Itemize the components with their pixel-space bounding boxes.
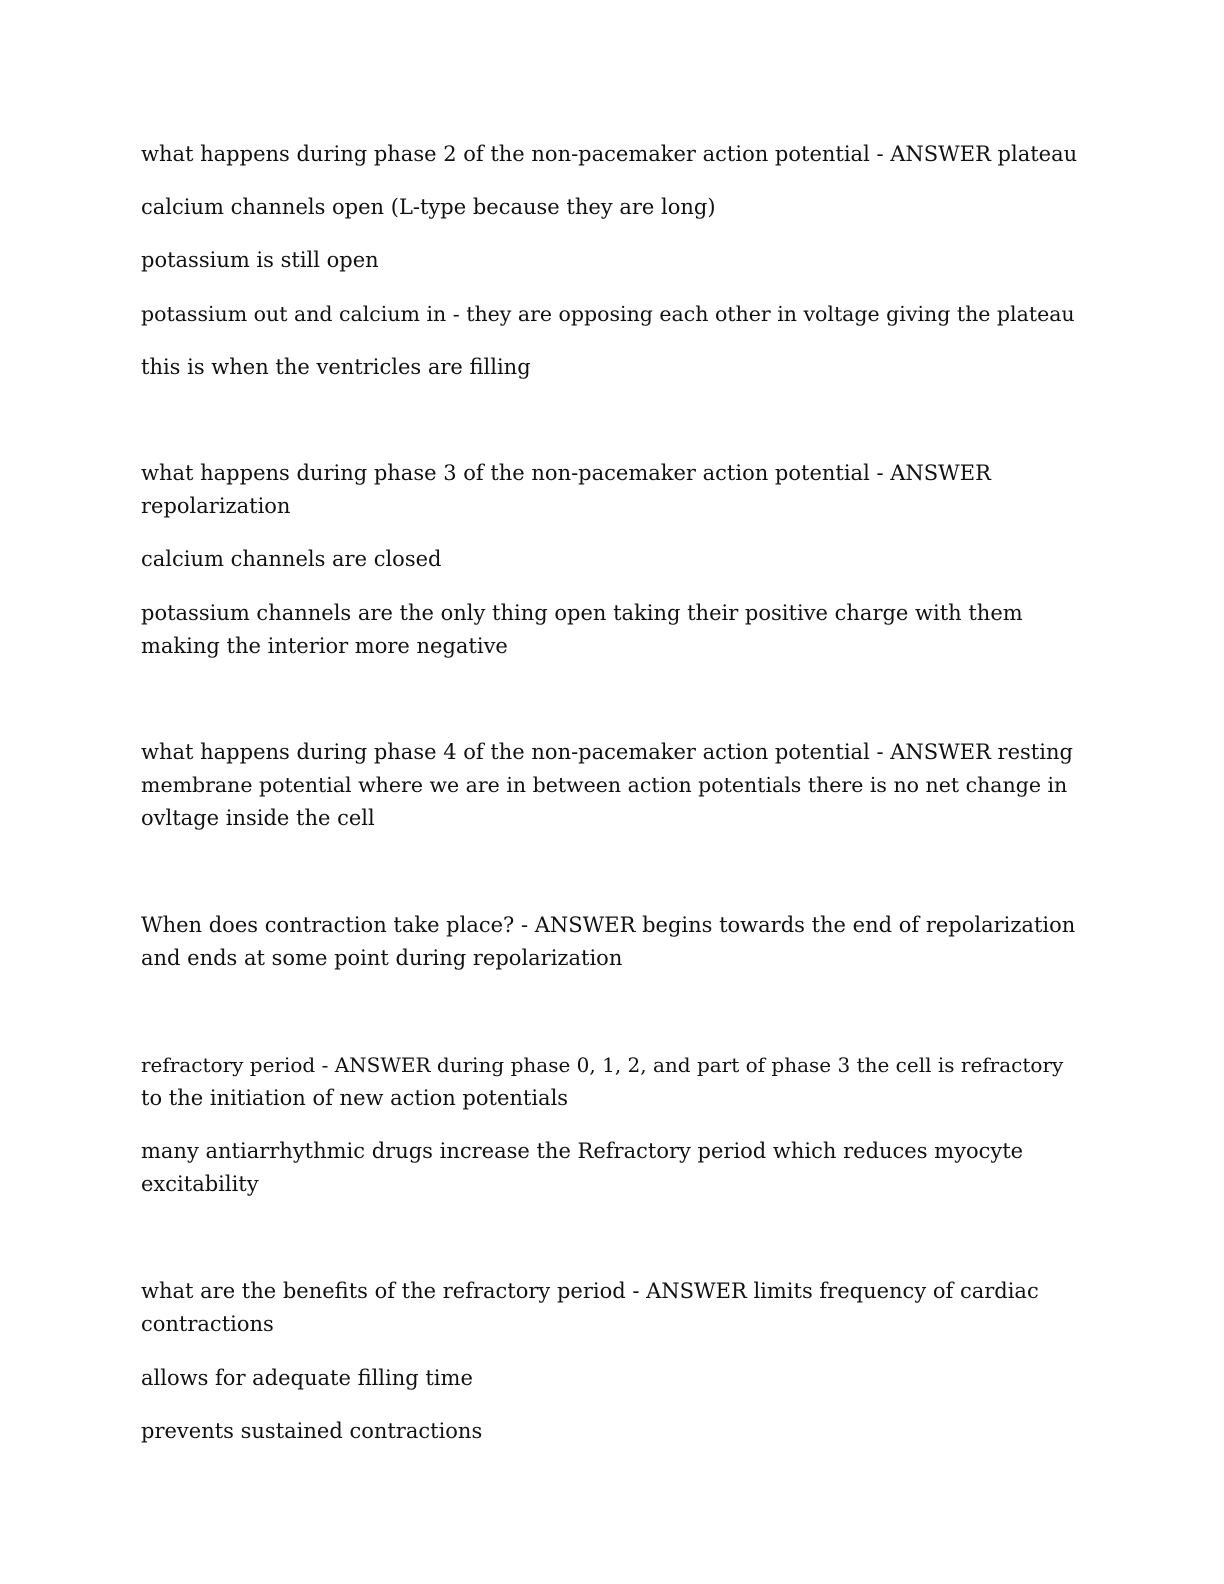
excitability-line: excitability [141,1172,259,1196]
phase2-question-line: what happens during phase 2 of the non-pacemaker action potential - ANSWER plateau [141,142,1078,166]
contraction-question-line: When does contraction take place? - ANSWER begins towards the end of repolarization [141,913,1076,937]
benefits-question-line: what are the benefits of the refractory period - ANSWER limits frequency of cardiac [141,1279,1039,1303]
phase3-calcium-line: calcium channels are closed [141,547,442,571]
phase3-negative-line: making the interior more negative [141,634,508,658]
phase4-question-line: what happens during phase 4 of the non-pacemaker action potential - ANSWER resting [141,740,1073,764]
phase2-plateau-line: potassium out and calcium in - they are opposing each other in voltage giving the plateau [141,302,1075,326]
phase2-calcium-line: calcium channels open (L-type because they are long) [141,195,716,219]
antiarrhythmic-line: many antiarrhythmic drugs increase the Refractory period which reduces myocyte [141,1139,1024,1163]
benefits-filling-line: allows for adequate filling time [141,1366,473,1390]
phase4-voltage-line: ovltage inside the cell [141,806,375,830]
contraction-answer-line: and ends at some point during repolarization [141,946,623,970]
benefits-sustained-line: prevents sustained contractions [141,1419,483,1443]
phase3-potassium-line: potassium channels are the only thing open taking their positive charge with them [141,601,1023,625]
benefits-contractions-line: contractions [141,1312,274,1336]
refractory-question-line: refractory period - ANSWER during phase 0, 1, 2, and part of phase 3 the cell is refractory [141,1053,1064,1077]
phase4-membrane-line: membrane potential where we are in between action potentials there is no net change in [141,773,1068,797]
phase2-potassium-line: potassium is still open [141,248,379,272]
phase3-question-line: what happens during phase 3 of the non-pacemaker action potential - ANSWER [141,461,991,485]
phase3-answer-line: repolarization [141,494,291,518]
phase2-ventricles-line: this is when the ventricles are filling [141,355,531,379]
refractory-answer-line: to the initiation of new action potentials [141,1086,569,1110]
